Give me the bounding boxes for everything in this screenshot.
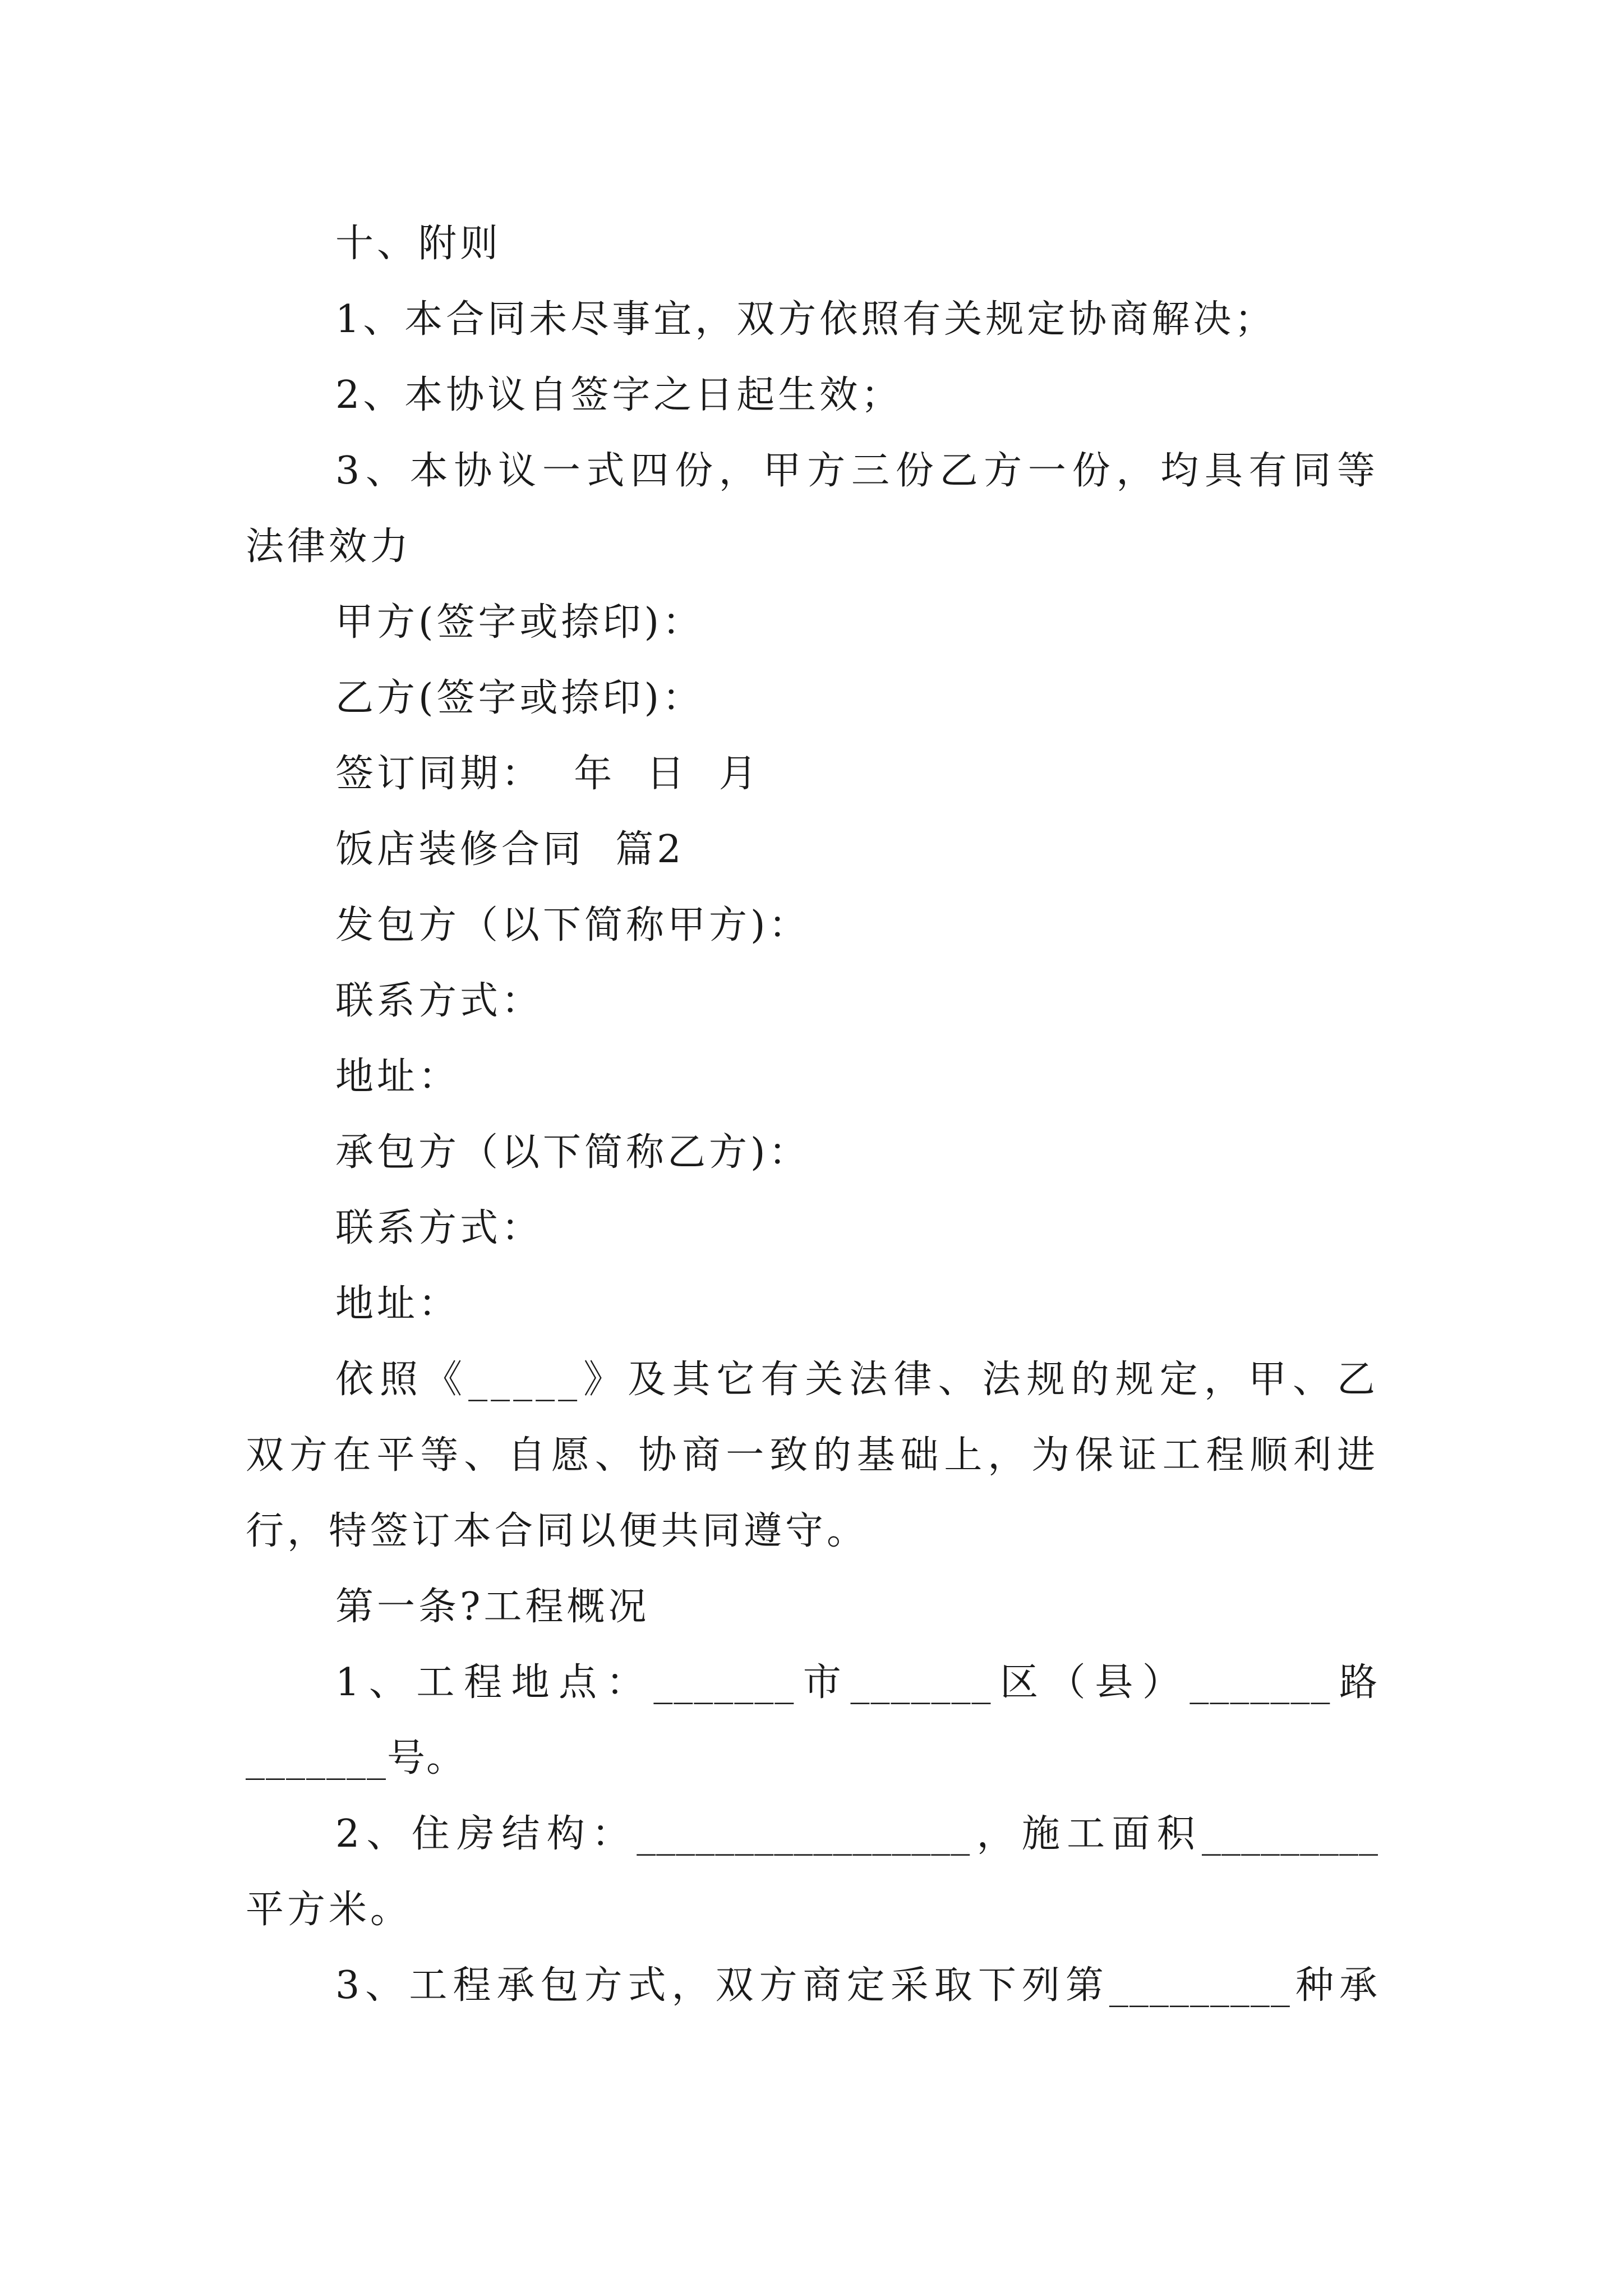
party-b-signature: 乙方(签字或捺印)： <box>335 676 704 720</box>
paragraph-clause-3: 3、本协议一式四份，甲方三份乙方一份，均具有同等 <box>335 449 1378 493</box>
preamble-line-2: 双方在平等、自愿、协商一致的基础上，为保证工程顺利进 <box>246 1433 1378 1478</box>
housing-structure: 2、住房结构：_________________，施工面积_________ <box>335 1812 1378 1856</box>
contractor-contact: 联系方式： <box>335 1206 543 1250</box>
housing-structure-continued: 平方米。 <box>246 1888 412 1932</box>
project-location-continued: _______号。 <box>246 1736 466 1780</box>
section-heading-appendix: 十、附则 <box>335 222 502 266</box>
article-1-heading: 第一条?工程概况 <box>335 1585 650 1629</box>
contracting-method: 3、工程承包方式，双方商定采取下列第_________种承 <box>335 1963 1378 2008</box>
signing-date: 签订同期： 年 日 月 <box>335 752 760 796</box>
employer-label: 发包方（以下简称甲方)： <box>335 903 810 947</box>
preamble-line-1: 依照《_____》及其它有关法律、法规的规定，甲、乙 <box>335 1358 1378 1402</box>
party-a-signature: 甲方(签字或捺印)： <box>335 600 704 645</box>
employer-contact: 联系方式： <box>335 979 543 1023</box>
paragraph-clause-1: 1、本合同未尽事宜，双方依照有关规定协商解决； <box>335 297 1276 342</box>
contractor-address: 地址： <box>335 1282 460 1326</box>
contract-title-part-2: 饭店装修合同 篇2 <box>335 827 685 872</box>
preamble-line-3: 行，特签订本合同以便共同遵守。 <box>246 1509 869 1553</box>
paragraph-clause-2: 2、本协议自签字之日起生效； <box>335 373 903 417</box>
employer-address: 地址： <box>335 1055 460 1099</box>
paragraph-clause-3-continued: 法律效力 <box>246 524 412 569</box>
contractor-label: 承包方（以下简称乙方)： <box>335 1130 810 1175</box>
project-location: 1、工程地点：_______市_______区（县）_______路 <box>335 1660 1378 1705</box>
